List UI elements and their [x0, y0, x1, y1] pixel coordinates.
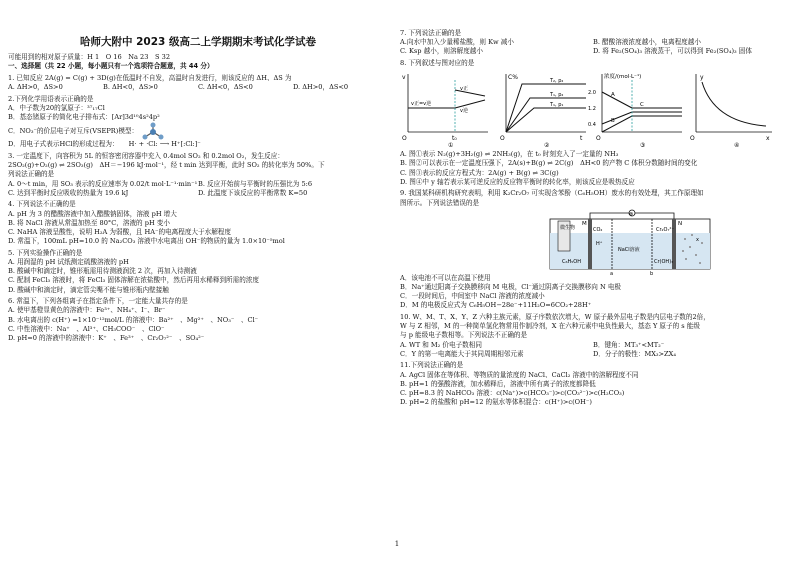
graph2-t2p2: T₂, p₂: [550, 78, 564, 85]
question-7: [400, 29, 786, 57]
graph-2: [500, 74, 586, 149]
electrolysis-diagram: [400, 211, 786, 277]
question-6: [8, 297, 388, 343]
q10-options-cd: [400, 350, 786, 359]
q1-option-a: A. ΔH>0，ΔS>0: [8, 83, 63, 92]
q8-option-a: A. 图①表示 N₂(g)+3H₂(g) ⇌ 2NH₃(g)，在 t₀ 时刻充入了一定量的 NH₃: [400, 150, 619, 159]
page-number: 1: [394, 540, 400, 548]
q10-stem-2: W 与 Z 相邻，M 的一种简单氢化物常用作制冷剂，X 在六种元素中电负性最大，基态 Y 原子的 s 能级: [400, 322, 700, 331]
graph2-y-label: C%: [508, 74, 518, 82]
graph3-y-label: 浓度/(mol·L⁻¹): [604, 74, 642, 81]
h-plus-label: H⁺: [596, 240, 603, 247]
question-2: [8, 95, 388, 150]
q7-option-a: A.向水中加入少量稀盐酸，则 Kw 减小: [400, 38, 514, 47]
vsepr-model-icon: [140, 122, 166, 140]
q5-option-b: B. 酸碱中和滴定时，锥形瓶需用待测液润洗 2 次，再加入待测液: [8, 267, 197, 276]
exam-title: 哈师大附中 2023 级高二上学期期末考试化学试卷: [79, 36, 317, 48]
graph1-t0: t₀: [452, 135, 457, 143]
q1-option-d: D. ΔH>0，ΔS<0: [293, 83, 349, 92]
q3-option-d: D. 此温度下该反应的平衡常数 K=50: [198, 188, 308, 197]
membrane-b: b: [650, 270, 654, 277]
question-8: [400, 59, 786, 187]
q4-option-a: A. pH 为 3 的醋酸溶液中加入醋酸钠固体，溶液 pH 增大: [8, 209, 177, 218]
q10-option-c: C．Y 的第一电离能大于其同周期相邻元素: [400, 349, 524, 358]
graph3-tick-04: 0.4: [588, 122, 596, 129]
graph1-v-pos: v正: [460, 86, 468, 93]
x-label: x: [696, 236, 699, 243]
cell-diagram: [400, 211, 786, 277]
q4-option-c: C. NaHA 溶液呈酸性，说明 H₂A 为弱酸，且 HA⁻的电离程度大于水解程度: [8, 228, 231, 237]
svg-text:O: O: [690, 135, 695, 143]
q6-option-a: A. 使甲基橙显黄色的溶液中：Fe³⁺、NH₄⁺、I⁻、Br⁻: [8, 306, 166, 315]
q1-option-c: C. ΔH<0，ΔS<0: [198, 83, 253, 92]
graph3-tick-12: 1.2: [588, 106, 596, 113]
q5-stem: 5. 下列实验操作正确的是: [8, 248, 83, 257]
graph2-t1p1: T₁, p₁: [550, 102, 564, 109]
q6-option-d: D. pH=0 的溶液中的溶液中：K⁺ 、Fe³⁺ 、Cr₂O₇²⁻ 、SO₄²⁻: [8, 334, 205, 343]
q4-option-d: D. 常温下，100mL pH=10.0 的 Na₂CO₃ 溶液中水电离出 OH⁻的物质的量为 1.0×10⁻⁵mol: [8, 237, 285, 246]
q10-options-ab: [400, 341, 786, 350]
graph3-c: C: [640, 102, 644, 109]
q2-option-c: C．NO₃⁻的价层电子对互斥(VSEPR)模型：: [8, 127, 139, 136]
graph3-b: B: [611, 118, 615, 125]
graph2-t1p2: T₁, p₂: [550, 92, 564, 99]
q1-option-b: B. ΔH<0，ΔS>0: [103, 83, 158, 92]
question-1: [8, 74, 388, 92]
q8-option-b: B. 图②可以表示在一定温度压强下，2A(s)+B(g) ⇌ 2C(g) ΔH<0 的产物 C 体积分数随时间的变化: [400, 159, 698, 168]
graph2-x-label: t: [580, 135, 583, 143]
q3-stem-2: 2SO₂(g)+O₂(g) ⇌ 2SO₃(g) ΔH＝−196 kJ·mol⁻¹，经 t min 达到平衡，此时 SO₂ 的转化率为 50%。下: [8, 161, 325, 170]
graph-1: [402, 74, 488, 149]
q10-option-d: D．分子的极性：MX₃>ZX₄: [593, 349, 676, 358]
graph-4: [690, 74, 772, 149]
q5-option-a: A. 用润湿的 pH 试纸测定硫酸溶液的 pH: [8, 258, 129, 267]
q7-stem: 7. 下列说法正确的是: [400, 29, 462, 37]
q6-stem: 6. 常温下，下列各组离子在指定条件下，一定能大量共存的是: [8, 297, 188, 306]
question-4: [8, 200, 388, 246]
q8-figures: [400, 70, 786, 148]
co2-label: CO₂: [593, 226, 603, 233]
croh3-label: Cr(OH)₃: [654, 258, 674, 265]
q10-stem-3: 与 p 能级电子数相等。下列说法不正确的是: [400, 331, 528, 340]
q2-option-d-row: [8, 140, 388, 149]
electrode-m: M: [582, 220, 587, 227]
q1-options: [8, 83, 388, 92]
graph-3: [588, 72, 682, 149]
svg-text:O: O: [500, 135, 505, 143]
question-9: [400, 189, 786, 310]
nacl-label: NaCl溶液: [618, 246, 640, 253]
q2-option-d: D．用电子式表示HCl的形成过程为：: [8, 140, 119, 149]
svg-text:O: O: [402, 135, 407, 143]
q8-graphs: [400, 70, 786, 148]
q8-option-c: C. 图③表示的反应方程式为：2A(g) + B(g) ⇌ 3C(g): [400, 168, 559, 177]
q6-option-c: C. 中性溶液中：Na⁺ 、Al³⁺、CH₃COO⁻ 、ClO⁻: [8, 324, 165, 333]
q9-stem-1: 9. 我国某科研机构研究表明，利用 K₂Cr₂O₇ 可实现含苯酚（C₆H₅OH）废水的有效处理，其工作原理如: [400, 189, 704, 198]
membrane-a: a: [610, 270, 614, 277]
graph4-number: ④: [734, 142, 740, 150]
graph1-number: ①: [448, 142, 454, 150]
q2-option-a: A．中子数为20的氯原子：³⁷₁₇Cl: [8, 104, 105, 112]
q7-option-c: C. Ksp 越小，则溶解度越小: [400, 47, 483, 56]
question-11: [400, 361, 786, 407]
q10-option-b: B．键角：MT₃⁺<MT₂⁻: [593, 340, 665, 349]
q3-option-a: A. 0～t min，用 SO₃ 表示的反应速率为 0.02/t mol·L⁻¹·min⁻¹: [8, 179, 198, 188]
graph4-y-label: y: [700, 74, 704, 82]
q10-option-a: A. WT 和 M₂ 价电子数相同: [400, 340, 482, 349]
question-5: [8, 249, 388, 295]
q4-stem: 4. 下列说法不正确的是: [8, 200, 76, 209]
q7-option-d: D. 将 Fe₂(SO₄)₃ 溶液蒸干，可以得到 Fe₂(SO₄)₃ 固体: [593, 47, 752, 56]
q2-stem: 2.下列化学用语表示正确的是: [8, 94, 94, 103]
q7-option-b: B. 醋酸溶液浓度越小，电离程度越小: [593, 38, 701, 47]
graph1-y-label: v: [402, 74, 406, 82]
graph3-number: ③: [640, 142, 646, 150]
atomic-masses: 可能用到的相对原子质量：H 1 O 16 Na 23 S 32: [8, 53, 171, 62]
q1-stem: 1. 已知反应 2A(g) = C(g) + 3D(g)在低温时不自发，高温时自发进行，则该反应的 ΔH、ΔS 为: [8, 74, 292, 82]
q5-option-d: D. 酸碱中和滴定时，滴定管尖嘴不能与锥形瓶内壁接触: [8, 285, 169, 294]
q3-option-c: C. 达到平衡时反应吸收的热量为 19.6 kJ: [8, 188, 129, 197]
q3-stem-3: 列说法正确的是: [8, 170, 55, 179]
q3-options-cd: [8, 189, 388, 198]
lamp-icon: ⊗: [629, 211, 634, 218]
q3-options-ab: [8, 180, 388, 189]
q11-option-a: A. AgCl 固体在等体积、等物质的量浓度的 NaCl、CaCl₂ 溶液中的溶解程度不同: [400, 370, 639, 379]
phenol-label: C₆H₅OH: [562, 258, 581, 265]
graph3-a: A: [611, 92, 615, 99]
q9-option-d: D．M 的电极反应式为 C₆H₅OH−28e⁻+11H₂O=6CO₂+28H⁺: [400, 301, 592, 310]
microbe-label: 微生物: [560, 224, 576, 231]
graph1-v-eq: v正=v逆: [411, 101, 432, 108]
dichromate-label: Cr₂O₇²⁻: [656, 226, 675, 233]
q2-option-c-row: [8, 122, 388, 140]
graph1-v-neg: v逆: [460, 108, 468, 115]
q4-option-b: B. 将 NaCl 溶液从常温加热至 80°C，溶液的 pH 变小: [8, 218, 170, 227]
q11-option-c: C. pH=8.3 的 NaHCO₃ 溶液：c(Na⁺)>c(HCO₃⁻)>c(CO₃²⁻)>c(H₂CO₃): [400, 389, 625, 398]
q11-option-b: B. pH=1 的强酸溶液，加水稀释后，溶液中所有离子的浓度都降低: [400, 379, 596, 388]
q6-option-b: B. 水电离出的 c(H⁺) =1×10⁻¹²mol/L 的溶液中：Ba²⁺ 、Mg²⁺ 、NO₃⁻ 、Cl⁻: [8, 315, 259, 324]
q9-option-c: C．一段时间后，中间室中 NaCl 溶液的浓度减小: [400, 292, 545, 301]
q9-option-a: A．该电池不可以在高温下使用: [400, 273, 491, 282]
q9-option-b: B．Na⁺通过阳离子交换膜移向 M 电极，Cl⁻通过阴离子交换膜移向 N 电极: [400, 283, 622, 292]
q9-stem-2: 图所示。下列说法错误的是: [400, 198, 480, 207]
q7-options-cd: [400, 47, 786, 56]
q2-option-b: B．基态锗原子的简化电子排布式：[Ar]3d¹⁰4s²4p²: [8, 113, 160, 122]
svg-text:O: O: [596, 135, 601, 143]
q3-stem-1: 3. 一定温度下，向容积为 5L 的恒容密闭容器中充入 0.4mol SO₂ 和 0.2mol O₂，发生反应：: [8, 152, 284, 160]
q11-option-d: D. pH=2 的盐酸和 pH=12 的氨水等体积混合：c(H⁺)>c(OH⁻): [400, 398, 592, 407]
question-3: [8, 152, 388, 198]
q10-stem-1: 10. W、M、T、X、Y、Z 六种主族元素，原子序数依次增大，W 原子最外层电子数是内层电子数的2倍，: [400, 313, 710, 322]
graph4-x-label: x: [766, 135, 770, 143]
q8-stem: 8. 下列叙述与图对应的是: [400, 59, 475, 67]
section-heading: 一、选择题（共 22 小题，每小题只有一个选项符合题意，共 44 分）: [8, 62, 214, 71]
electrode-n: N: [678, 220, 683, 227]
left-column: [8, 0, 388, 343]
graph2-number: ②: [544, 142, 550, 150]
hcl-formation-formula: H· + ·Cl: ⟶ H⁺[:Cl:]⁻: [128, 140, 201, 149]
q5-option-c: C. 配制 FeCl₃ 溶液时，将 FeCl₃ 固体溶解在浓盐酸中，然后再用水稀释到所需的浓度: [8, 276, 260, 285]
q8-option-d: D. 图④中 y 轴若表示某可逆反应的反应物平衡时的转化率，则该反应是吸热反应: [400, 177, 635, 186]
graph3-tick-2: 2.0: [588, 90, 596, 97]
q3-option-b: B. 反应开始前与平衡时的压强比为 5:6: [198, 179, 313, 188]
q11-stem: 11.下列说法正确的是: [400, 361, 464, 370]
right-column: [400, 29, 786, 407]
question-10: [400, 313, 786, 359]
